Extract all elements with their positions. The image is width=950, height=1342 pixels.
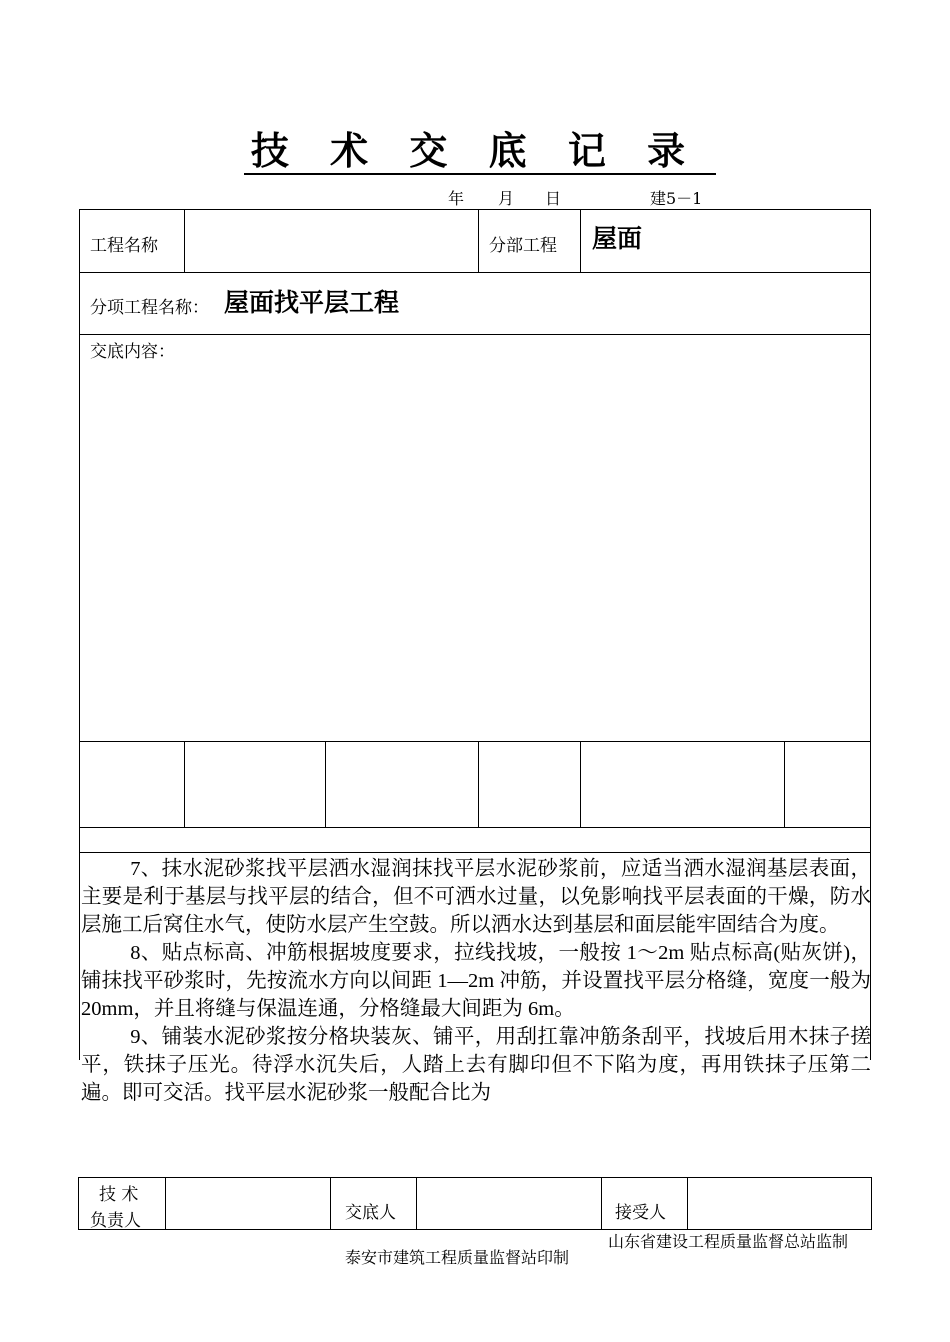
- subitem-value: 屋面找平层工程: [224, 288, 400, 317]
- form-code: 建5－1: [650, 189, 703, 208]
- discloser-label: 交底人: [345, 1203, 396, 1223]
- page-title: 技 术 交 底 记 录: [250, 129, 700, 173]
- date-day: 日: [545, 189, 562, 208]
- division-value: 屋面: [592, 224, 643, 253]
- title-underline: [244, 173, 716, 175]
- receiver-label: 接受人: [615, 1203, 666, 1223]
- tech-lead-label-line1: 技 术: [99, 1185, 139, 1205]
- disclosure-content: [81, 855, 871, 1175]
- subitem-label: 分项工程名称：: [90, 298, 209, 318]
- footer-printer: 泰安市建筑工程质量监督站印制: [345, 1248, 570, 1267]
- tech-lead-label-line2: 负责人: [90, 1211, 141, 1231]
- date-month: 月: [498, 189, 515, 208]
- division-label: 分部工程: [489, 236, 557, 256]
- paragraph-9: 9、铺装水泥砂浆按分格块装灰、铺平，用刮扛靠冲筋条刮平，找坡后用木抹子搓平，铁抹子压光。待浮水沉失后，人踏上去有脚印但不下陷为度，再用铁抹子压第二遍。即可交活。找平层水泥砂浆一般配合比为: [81, 1026, 871, 1104]
- content-label: 交底内容：: [90, 342, 175, 362]
- paragraph-8: 8、贴点标高、冲筋根据坡度要求，拉线找坡，一般按 1～2m 贴点标高(贴灰饼)，铺抹找平砂浆时，先按流水方向以间距 1—2m 冲筋，并设置找平层分格缝，宽度一般为 20mm，并且将缝与保温连通，分格缝最大间距为 6m。: [81, 942, 871, 1020]
- date-year: 年: [448, 189, 465, 208]
- paragraph-7: 7、抹水泥砂浆找平层洒水湿润抹找平层水泥砂浆前，应适当洒水湿润基层表面，主要是利于基层与找平层的结合，但不可洒水过量，以免影响找平层表面的干燥，防水层施工后窝住水气，使防水层产生空鼓。所以洒水达到基层和面层能牢固结合为度。: [81, 858, 871, 936]
- footer-supervisor: 山东省建设工程质量监督总站监制: [608, 1232, 849, 1251]
- project-name-label: 工程名称: [90, 236, 158, 256]
